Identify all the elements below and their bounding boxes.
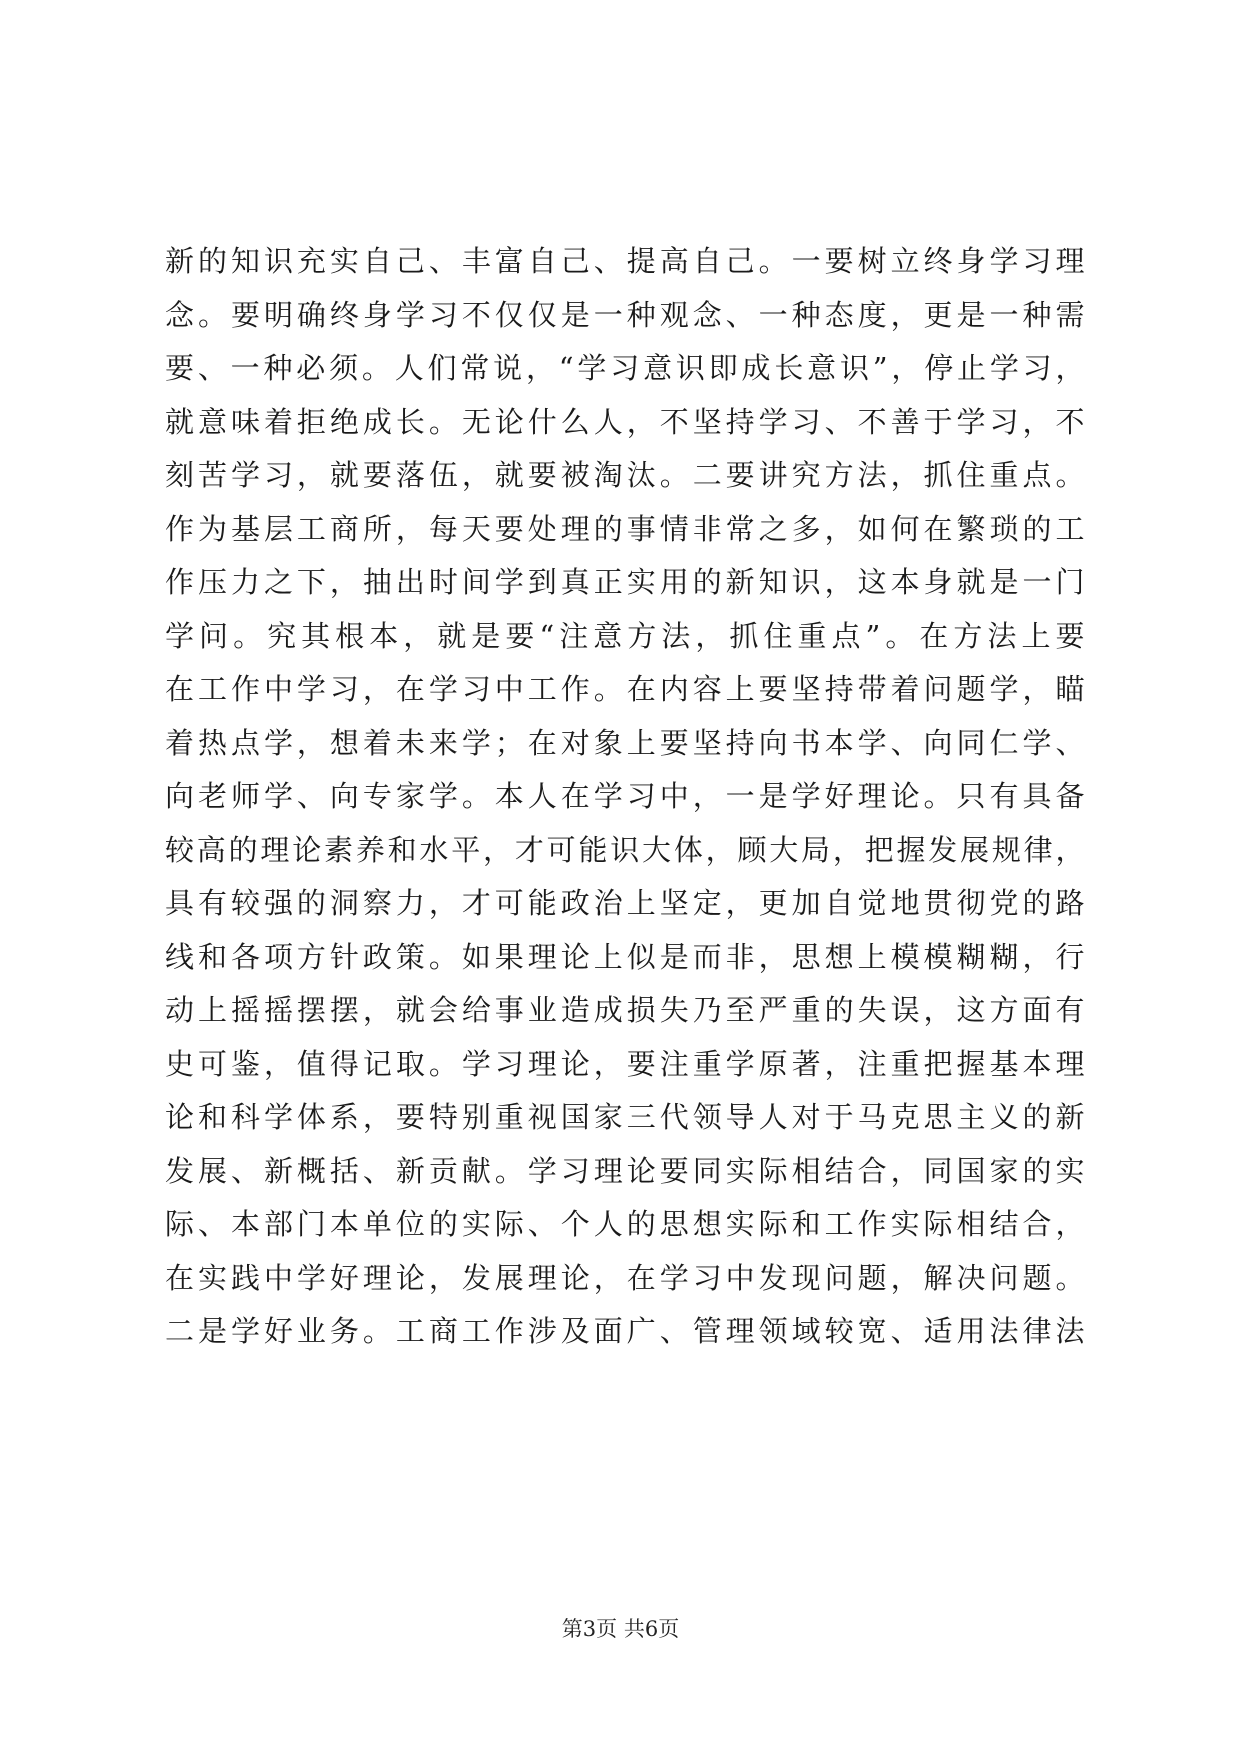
text-line: 要、一种必须。人们常说，“学习意识即成长意识”，停止学习， xyxy=(165,351,1085,385)
text-line: 念。要明确终身学习不仅仅是一种观念、一种态度，更是一种需 xyxy=(165,297,1085,332)
text-line: 发展、新概括、新贡献。学习理论要同实际相结合，同国家的实 xyxy=(165,1153,1085,1188)
text-line: 动上摇摇摆摆，就会给事业造成损失乃至严重的失误，这方面有 xyxy=(165,993,1085,1027)
text-line: 着热点学，想着未来学；在对象上要坚持向书本学、向同仁学、 xyxy=(165,725,1085,760)
text-line: 新的知识充实自己、丰富自己、提高自己。一要树立终身学习理 xyxy=(165,244,1085,278)
text-line: 作压力之下，抽出时间学到真正实用的新知识，这本身就是一门 xyxy=(165,565,1085,599)
text-line: 作为基层工商所，每天要处理的事情非常之多，如何在繁琐的工 xyxy=(165,511,1085,546)
text-line: 学问。究其根本，就是要“注意方法，抓住重点”。在方法上要 xyxy=(165,618,1085,653)
page-footer xyxy=(0,1614,1241,1644)
text-line: 较高的理论素养和水平，才可能识大体，顾大局，把握发展规律， xyxy=(165,832,1085,867)
text-line: 际、本部门本单位的实际、个人的思想实际和工作实际相结合， xyxy=(165,1207,1085,1241)
body-text xyxy=(165,235,1085,1359)
text-line: 论和科学体系，要特别重视国家三代领导人对于马克思主义的新 xyxy=(165,1100,1085,1134)
text-line: 二是学好业务。工商工作涉及面广、管理领域较宽、适用法律法 xyxy=(165,1314,1085,1348)
text-line: 具有较强的洞察力，才可能政治上坚定，更加自觉地贯彻党的路 xyxy=(165,886,1085,920)
text-line: 刻苦学习，就要落伍，就要被淘汰。二要讲究方法，抓住重点。 xyxy=(165,458,1085,492)
text-line: 就意味着拒绝成长。无论什么人，不坚持学习、不善于学习，不 xyxy=(165,404,1085,439)
page-number-label: 第3页 共6页 xyxy=(561,1617,680,1641)
text-line: 线和各项方针政策。如果理论上似是而非，思想上模模糊糊，行 xyxy=(165,939,1085,974)
text-line: 向老师学、向专家学。本人在学习中，一是学好理论。只有具备 xyxy=(165,779,1085,813)
text-line: 史可鉴，值得记取。学习理论，要注重学原著，注重把握基本理 xyxy=(165,1046,1085,1081)
text-line: 在实践中学好理论，发展理论，在学习中发现问题，解决问题。 xyxy=(165,1260,1085,1295)
text-line: 在工作中学习，在学习中工作。在内容上要坚持带着问题学，瞄 xyxy=(165,672,1085,706)
